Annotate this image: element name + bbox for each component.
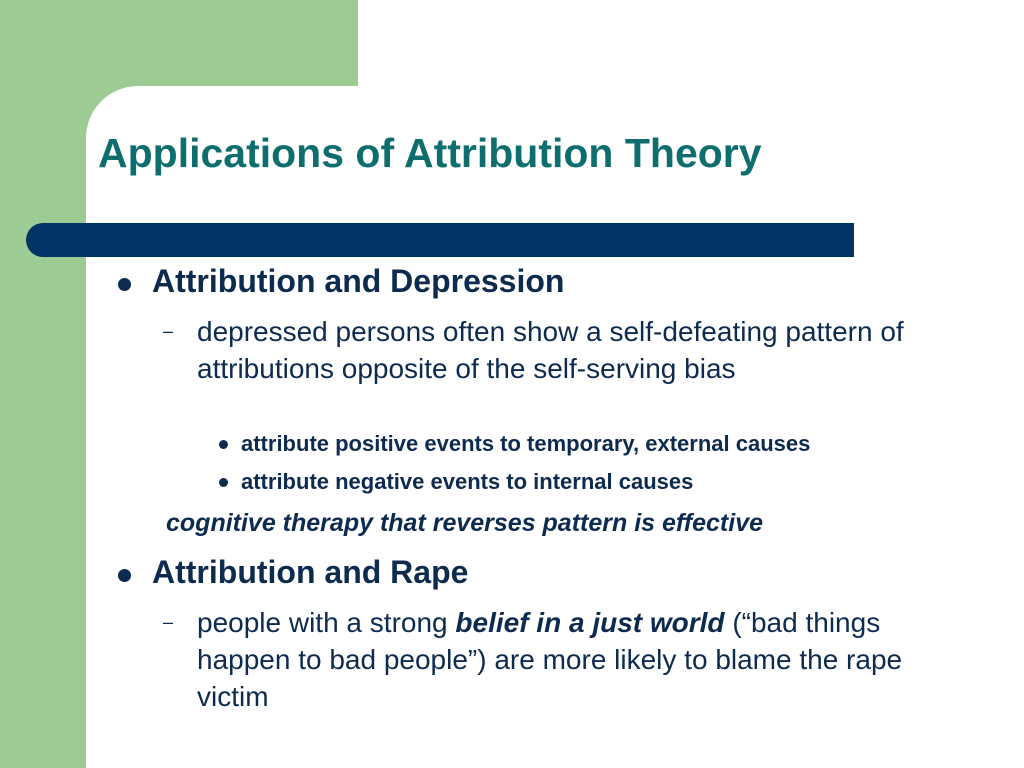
dash-icon: – [163, 321, 174, 341]
bullet-item-rape [152, 554, 468, 591]
bullet-dot-icon [118, 278, 131, 291]
heading-rape: Attribution and Rape [152, 554, 469, 590]
subpoint-rape [163, 604, 957, 715]
point-rape-suffix: (“bad things happen to bad people”) are more likely to blame the rape victim [197, 607, 903, 712]
top-right-white-area [358, 0, 1024, 86]
title-divider-bar [26, 223, 854, 257]
slide-title: Applications of Attribution Theory [98, 130, 762, 176]
point-depression-text: depressed persons often show a self-defeating pattern of attributions opposite of the self-serving bias [197, 316, 904, 384]
corner-green-block [0, 0, 358, 86]
point-rape-prefix: people with a strong [197, 607, 456, 638]
bullet-dot-icon [219, 478, 228, 487]
subpoint-negative-text: attribute negative events to internal causes [241, 469, 694, 494]
subpoint-positive-text: attribute positive events to temporary, external causes [241, 431, 811, 456]
sub-subpoint-negative [241, 469, 693, 495]
heading-depression: Attribution and Depression [152, 263, 565, 299]
subpoint-depression [163, 313, 977, 387]
point-rape-emphasis: belief in a just world [455, 607, 725, 638]
sub-subpoint-positive [241, 431, 810, 457]
bullet-item-depression [152, 263, 564, 300]
bullet-dot-icon [219, 440, 228, 449]
bullet-dot-icon [118, 569, 131, 582]
dash-icon: – [163, 612, 174, 632]
therapy-note: cognitive therapy that reverses pattern is effective [166, 509, 763, 537]
